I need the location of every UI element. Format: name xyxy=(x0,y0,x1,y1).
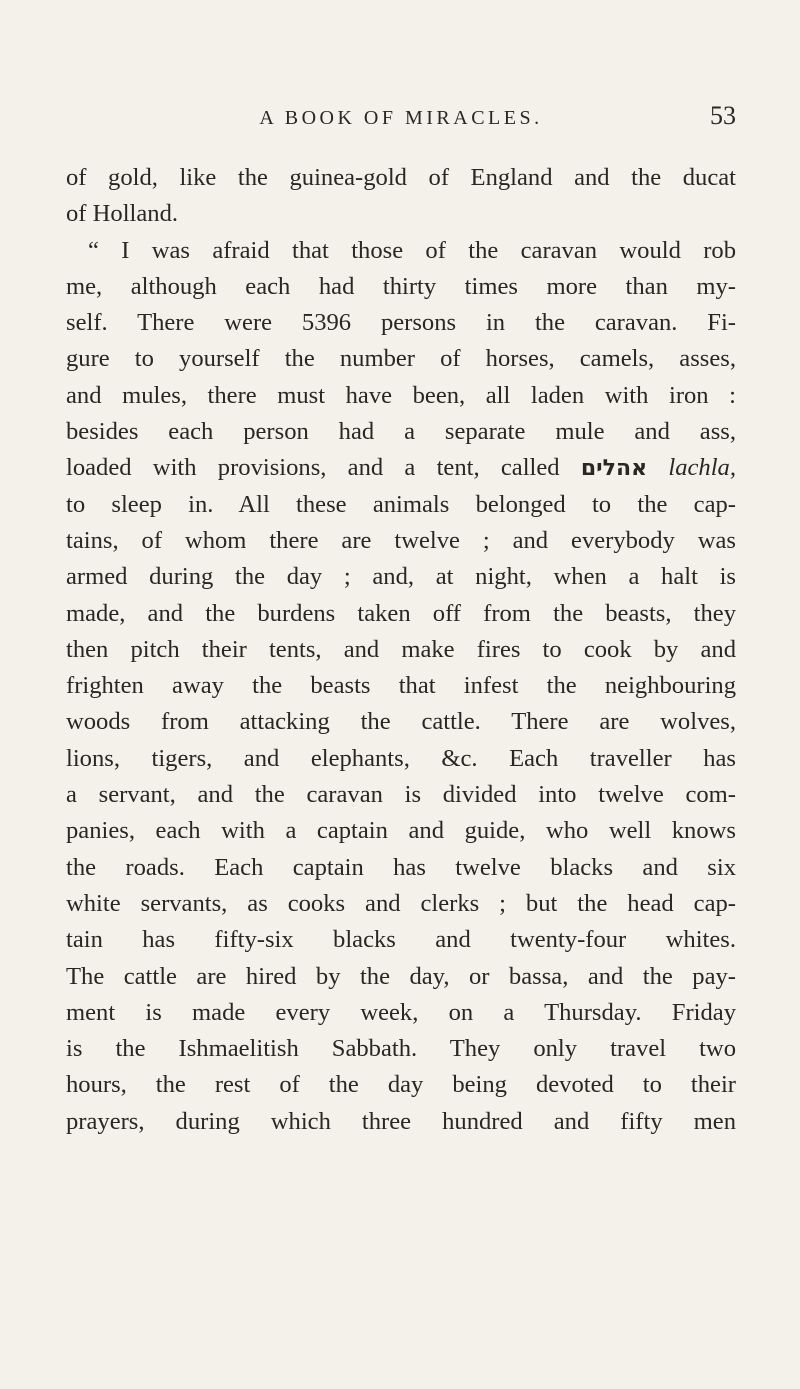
text-line: the roads. Each captain has twelve blacks and six xyxy=(66,853,736,881)
transliteration: lachla, xyxy=(668,454,736,482)
text-line: hours, the rest of the day being devoted to their xyxy=(66,1071,736,1099)
text-line: me, although each had thirty times more than my- xyxy=(66,272,736,300)
text-line: The cattle are hired by the day, or bassa, and the pay- xyxy=(66,962,736,990)
text-line: self. There were 5396 persons in the caravan. Fi- xyxy=(66,309,736,337)
text-line: frighten away the beasts that infest the neighbouring xyxy=(66,672,736,700)
page-number: 53 xyxy=(710,101,736,130)
text-line-between xyxy=(647,454,668,481)
text-line: panies, each with a captain and guide, who well knows xyxy=(66,817,736,845)
text-line: and mules, there must have been, all laden with iron : xyxy=(66,381,736,409)
body-text xyxy=(66,160,736,1140)
text-line: is the Ishmaelitish Sabbath. They only travel two xyxy=(66,1035,736,1063)
hebrew-word: אהלים xyxy=(580,456,648,482)
text-line: prayers, during which three hundred and fifty men xyxy=(66,1107,736,1135)
text-line: woods from attacking the cattle. There are wolves, xyxy=(66,708,736,736)
text-line xyxy=(66,450,736,486)
text-line: ment is made every week, on a Thursday. Friday xyxy=(66,998,736,1026)
text-line-before: loaded with provisions, and a tent, called xyxy=(66,454,581,482)
text-line: besides each person had a separate mule and ass, xyxy=(66,418,736,446)
text-line: tains, of whom there are twelve ; and everybody was xyxy=(66,526,736,554)
text-line: of gold, like the guinea-gold of England and the ducat xyxy=(66,164,736,191)
text-line: “ I was afraid that those of the caravan would rob xyxy=(88,236,736,264)
text-line: tain has fifty-six blacks and twenty-four whites. xyxy=(66,926,736,954)
text-line: a servant, and the caravan is divided into twelve com- xyxy=(66,781,736,809)
text-line: then pitch their tents, and make fires to cook by and xyxy=(66,635,736,663)
text-line: white servants, as cooks and clerks ; but the head cap- xyxy=(66,889,736,917)
text-line: made, and the burdens taken off from the beasts, they xyxy=(66,599,736,627)
running-title: A BOOK OF MIRACLES. xyxy=(259,107,543,129)
text-line: armed during the day ; and, at night, when a halt is xyxy=(66,563,736,591)
text-line: to sleep in. All these animals belonged to the cap- xyxy=(66,490,736,518)
text-line: gure to yourself the number of horses, camels, asses, xyxy=(66,345,736,373)
text-line: of Holland. xyxy=(66,200,179,228)
text-line: lions, tigers, and elephants, &c. Each traveller has xyxy=(66,744,736,772)
running-head xyxy=(66,101,736,135)
